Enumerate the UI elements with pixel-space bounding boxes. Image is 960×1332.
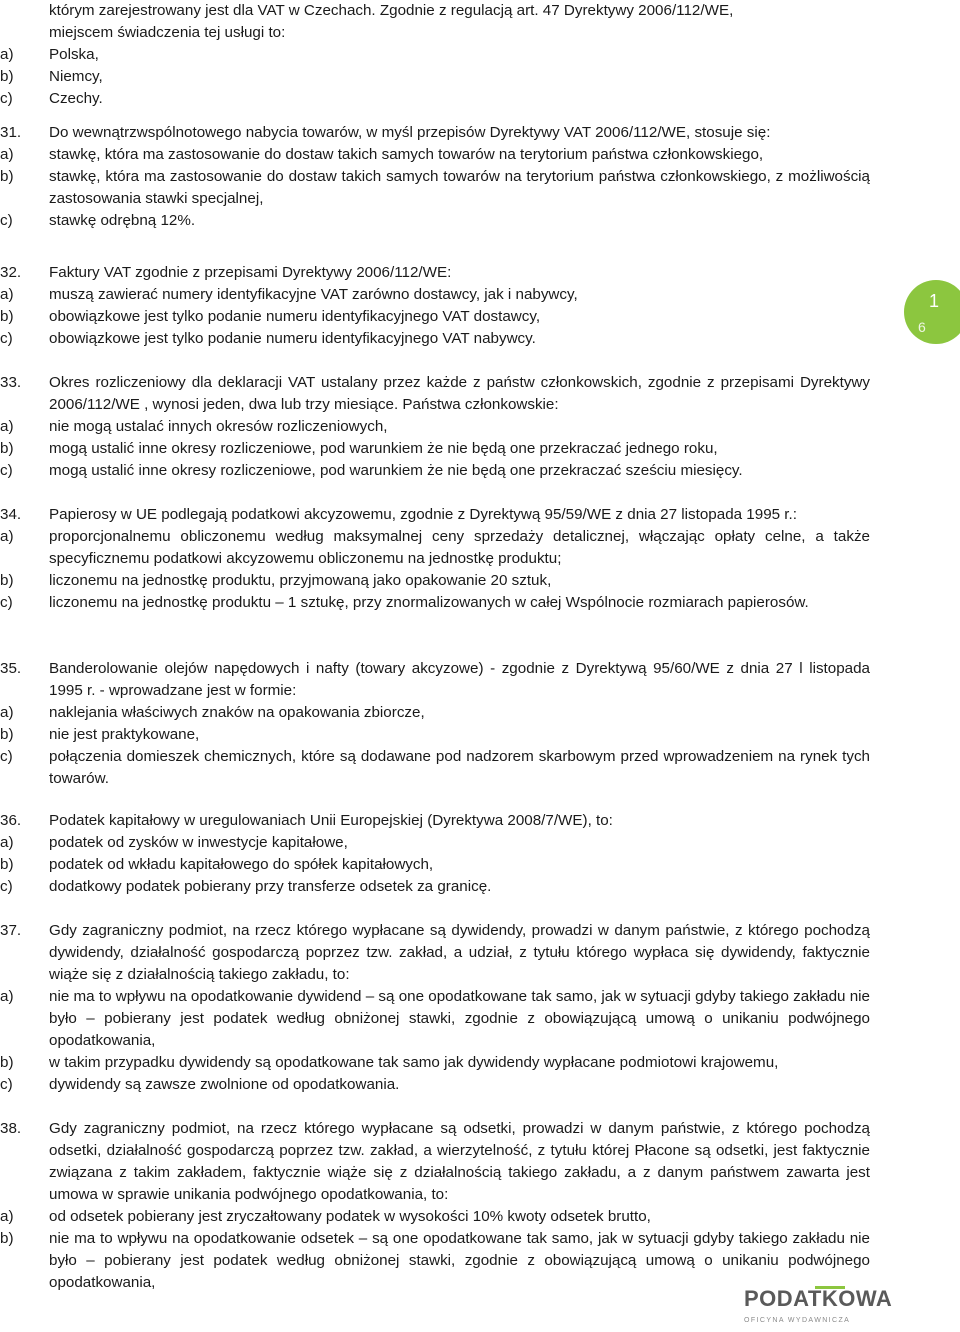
- option-text: nie mogą ustalać innych okresów rozliczeniowych,: [49, 418, 388, 435]
- option-label: a): [0, 286, 14, 303]
- option-text: proporcjonalnemu obliczonemu według maksymalnej ceny sprzedaży detalicznej, włączając opłaty celne, a także specyficznemu podatkowi akcyzowemu obliczonemu na jednostkę produktu;: [49, 528, 870, 567]
- option-label: c): [0, 594, 13, 611]
- intro-block: [0, 0, 870, 110]
- option-label: b): [0, 1054, 14, 1071]
- option-row: [0, 306, 870, 328]
- question-text: Okres rozliczeniowy dla deklaracji VAT ustalany przez każde z państw członkowskich, zgodnie z przepisami Dyrektywy 2006/112/WE , wynosi jeden, dwa lub trzy miesiące. Państwa członkowskie:: [49, 374, 870, 413]
- option-label: b): [0, 440, 14, 457]
- option-label: a): [0, 418, 14, 435]
- question-row: [0, 658, 870, 702]
- option-text: od odsetek pobierany jest zryczałtowany podatek w wysokości 10% kwoty odsetek brutto,: [49, 1208, 651, 1225]
- option-label: c): [0, 212, 13, 229]
- question-number: 37.: [0, 922, 22, 939]
- option-row: [0, 746, 870, 790]
- option-text: w takim przypadku dywidendy są opodatkowane tak samo jak dywidendy wypłacane podmiotowi krajowemu,: [49, 1054, 779, 1071]
- question-text: Do wewnątrzwspólnotowego nabycia towarów, w myśl przepisów Dyrektywy VAT 2006/112/WE, stosuje się:: [49, 124, 771, 141]
- question-number: 36.: [0, 812, 22, 829]
- question-block: [0, 262, 870, 350]
- page-number-badge: [904, 280, 960, 344]
- option-label: a): [0, 988, 14, 1005]
- option-label: a): [0, 1208, 14, 1225]
- option-text: podatek od zysków w inwestycje kapitałowe,: [49, 834, 348, 851]
- option-row: [0, 592, 870, 614]
- option-label: b): [0, 726, 14, 743]
- option-label: c): [0, 878, 13, 895]
- option-label: c): [0, 90, 13, 107]
- option-row: [0, 702, 870, 724]
- option-row: [0, 526, 870, 570]
- question-block: [0, 504, 870, 614]
- question-text: Gdy zagraniczny podmiot, na rzecz którego wypłacane są odsetki, prowadzi w danym państwie, z którego pochodzą odsetki, działalność gospodarczą poprzez tzw. zakład, a wierzytelność, z tytułu której Płacone są odsetki, jest faktycznie związana z takim zakładem, faktycznie wiąże się z działalnością takiego zakładu, a z danym państwem zawarta jest umowa w sprawie unikania podwójnego opodatkowania, to:: [49, 1120, 870, 1203]
- option-text: nie ma to wpływu na opodatkowanie dywidend – są one opodatkowane tak samo, jak w sytuacji gdyby takiego zakładu nie było – pobierany jest podatek według obniżonej stawki, zgodnie z obowiązującą umową o unikaniu podwójnego opodatkowania,: [49, 988, 870, 1049]
- question-text: Banderolowanie olejów napędowych i nafty (towary akcyzowe) - zgodnie z Dyrektywą 95/60/WE z dnia 27 l listopada 1995 r. - wprowadzane jest w formie:: [49, 660, 870, 699]
- option-text: dodatkowy podatek pobierany przy transferze odsetek za granicę.: [49, 878, 492, 895]
- option-row: [0, 1052, 870, 1074]
- question-text: Faktury VAT zgodnie z przepisami Dyrektywy 2006/112/WE:: [49, 264, 452, 281]
- option-row: [0, 166, 870, 210]
- question-number: 38.: [0, 1120, 22, 1137]
- publisher-logo: [744, 1286, 893, 1324]
- question-row: [0, 504, 870, 526]
- option-label: a): [0, 704, 14, 721]
- option-row: [0, 328, 870, 350]
- option-row: [0, 1228, 870, 1294]
- page-number: 1: [929, 291, 940, 311]
- option-text: nie ma to wpływu na opodatkowanie odsetek – są one opodatkowane tak samo, jak w sytuacji gdyby takiego zakładu nie było – pobierany jest podatek według obniżonej stawki, zgodnie z obowiązującą umową o unikaniu podwójnego opodatkowania,: [49, 1230, 870, 1291]
- intro-text-1: którym zarejestrowany jest dla VAT w Czechach. Zgodnie z regulacją art. 47 Dyrektywy 2006/112/WE,: [49, 2, 734, 19]
- option-row: [0, 438, 870, 460]
- option-label: b): [0, 68, 14, 85]
- question-block: [0, 658, 870, 790]
- question-number: 34.: [0, 506, 22, 523]
- option-row: [0, 66, 870, 88]
- option-row: [0, 986, 870, 1052]
- option-text: obowiązkowe jest tylko podanie numeru identyfikacyjnego VAT dostawcy,: [49, 308, 541, 325]
- option-row: [0, 144, 870, 166]
- question-row: [0, 122, 870, 144]
- logo-wordmark: PODATKOWA: [744, 1286, 893, 1311]
- question-row: [0, 1118, 870, 1206]
- option-text: mogą ustalić inne okresy rozliczeniowe, pod warunkiem że nie będą one przekraczać sześciu miesięcy.: [49, 462, 743, 479]
- question-row: [0, 262, 870, 284]
- option-label: b): [0, 308, 14, 325]
- option-text: obowiązkowe jest tylko podanie numeru identyfikacyjnego VAT nabywcy.: [49, 330, 536, 347]
- question-block: [0, 920, 870, 1096]
- option-text: stawkę, która ma zastosowanie do dostaw takich samych towarów na terytorium państwa członkowskiego, z możliwością zastosowania stawki specjalnej,: [49, 168, 870, 207]
- option-text: stawkę, która ma zastosowanie do dostaw takich samych towarów na terytorium państwa członkowskiego,: [49, 146, 764, 163]
- option-text: Polska,: [49, 46, 99, 63]
- question-number: 35.: [0, 660, 22, 677]
- option-label: c): [0, 330, 13, 347]
- option-label: a): [0, 46, 14, 63]
- intro-line: [0, 22, 870, 44]
- option-row: [0, 876, 870, 898]
- option-text: stawkę odrębną 12%.: [49, 212, 196, 229]
- option-text: Niemcy,: [49, 68, 103, 85]
- question-text: Gdy zagraniczny podmiot, na rzecz którego wypłacane są dywidendy, prowadzi w danym państwie, z którego pochodzą dywidendy, działalność gospodarczą poprzez tzw. zakład, a udział, z tytułu którego wypłaca się dywidendy, faktycznie wiąże się z działalnością takiego zakładu, to:: [49, 922, 870, 983]
- option-row: [0, 832, 870, 854]
- question-number: 32.: [0, 264, 22, 281]
- option-label: c): [0, 1076, 13, 1093]
- option-row: [0, 284, 870, 306]
- option-text: podatek od wkładu kapitałowego do spółek kapitałowych,: [49, 856, 434, 873]
- option-row: [0, 210, 870, 232]
- option-row: [0, 724, 870, 746]
- question-row: [0, 810, 870, 832]
- question-number: 31.: [0, 124, 22, 141]
- option-text: naklejania właściwych znaków na opakowania zbiorcze,: [49, 704, 425, 721]
- option-label: c): [0, 462, 13, 479]
- option-label: b): [0, 1230, 14, 1247]
- question-row: [0, 372, 870, 416]
- question-text: Papierosy w UE podlegają podatkowi akcyzowemu, zgodnie z Dyrektywą 95/59/WE z dnia 27 listopada 1995 r.:: [49, 506, 797, 523]
- option-label: a): [0, 146, 14, 163]
- intro-line: [0, 0, 870, 22]
- question-number: 33.: [0, 374, 22, 391]
- option-row: [0, 1206, 870, 1228]
- option-label: b): [0, 168, 14, 185]
- option-row: [0, 854, 870, 876]
- option-row: [0, 570, 870, 592]
- option-row: [0, 460, 870, 482]
- option-text: liczonemu na jednostkę produktu – 1 sztukę, przy znormalizowanych w całej Wspólnocie rozmiarach papierosów.: [49, 594, 809, 611]
- question-block: [0, 372, 870, 482]
- option-row: [0, 1074, 870, 1096]
- option-label: a): [0, 834, 14, 851]
- intro-text-2: miejscem świadczenia tej usługi to:: [49, 24, 286, 41]
- option-text: muszą zawierać numery identyfikacyjne VAT zarówno dostawcy, jak i nabywcy,: [49, 286, 578, 303]
- option-label: a): [0, 528, 14, 545]
- option-label: b): [0, 572, 14, 589]
- option-text: dywidendy są zawsze zwolnione od opodatkowania.: [49, 1076, 400, 1093]
- option-text: mogą ustalić inne okresy rozliczeniowe, pod warunkiem że nie będą one przekraczać jednego roku,: [49, 440, 718, 457]
- question-row: [0, 920, 870, 986]
- option-row: [0, 44, 870, 66]
- option-text: liczonemu na jednostkę produktu, przyjmowaną jako opakowanie 20 sztuk,: [49, 572, 552, 589]
- option-text: połączenia domieszek chemicznych, które są dodawane pod nadzorem skarbowym przed wprowadzeniem na rynek tych towarów.: [49, 748, 870, 787]
- option-text: nie jest praktykowane,: [49, 726, 200, 743]
- option-row: [0, 88, 870, 110]
- question-block: [0, 122, 870, 232]
- option-label: c): [0, 748, 13, 765]
- option-text: Czechy.: [49, 90, 103, 107]
- page-number-fraction: 6: [918, 319, 926, 335]
- option-label: b): [0, 856, 14, 873]
- question-text: Podatek kapitałowy w uregulowaniach Unii Europejskiej (Dyrektywa 2008/7/WE), to:: [49, 812, 613, 829]
- question-block: [0, 810, 870, 898]
- question-block: [0, 1118, 870, 1294]
- option-row: [0, 416, 870, 438]
- logo-subtitle: OFICYNA WYDAWNICZA: [744, 1317, 851, 1324]
